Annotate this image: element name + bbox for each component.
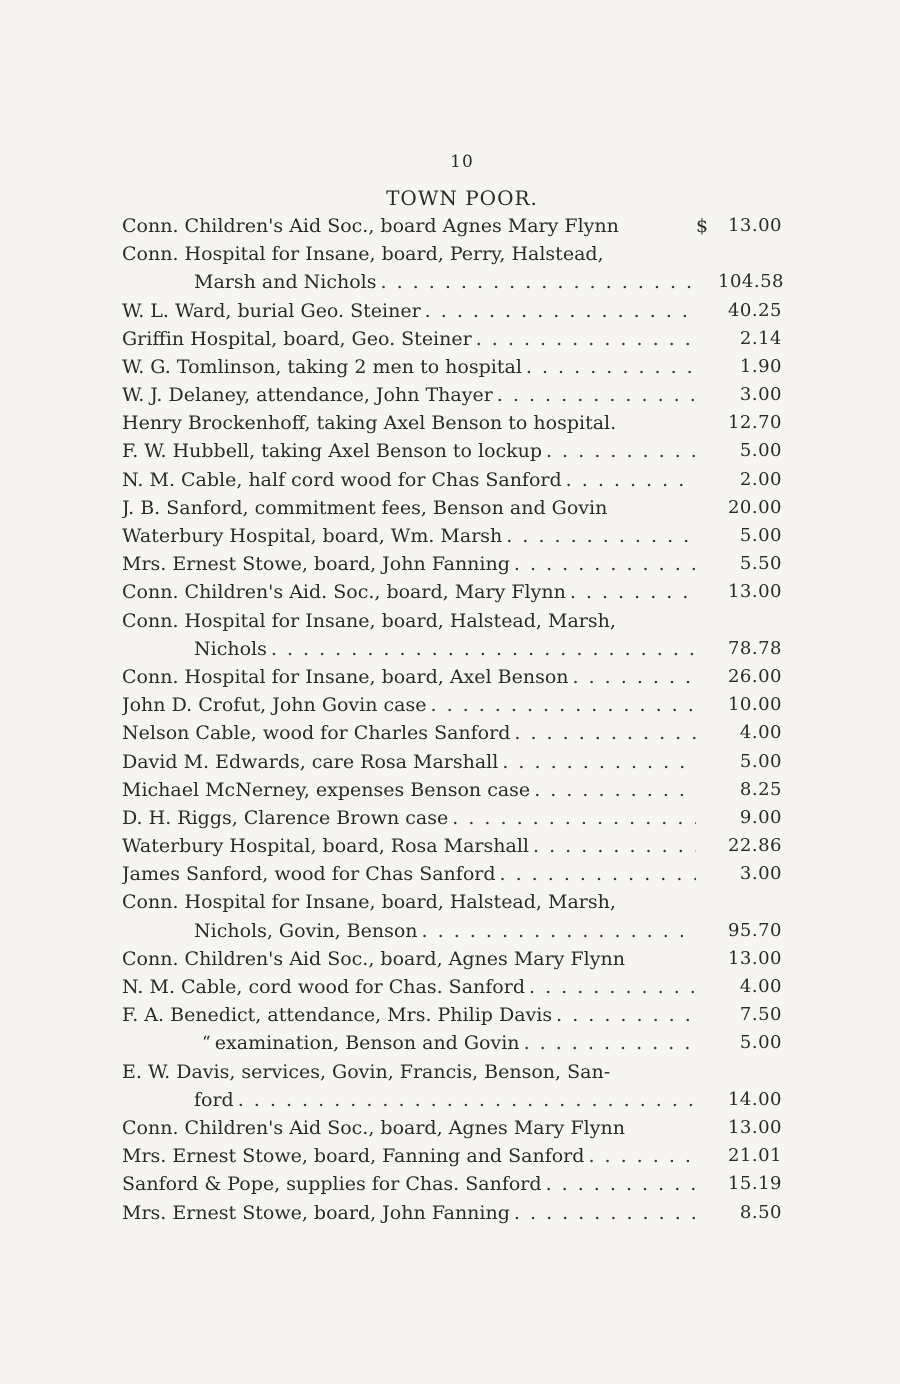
entry-text: N. M. Cable, half cord wood for Chas Sanford <box>122 468 562 491</box>
dot-leader <box>566 466 696 494</box>
ledger-row <box>122 409 806 437</box>
dot-leader <box>534 776 696 804</box>
entry-text: ford <box>194 1088 234 1111</box>
entry-amount: 7.50 <box>739 1004 782 1026</box>
ledger-row <box>122 1142 806 1170</box>
ledger-row <box>122 776 806 804</box>
ditto-mark: “ <box>202 1033 211 1054</box>
entry-text: Waterbury Hospital, board, Rosa Marshall <box>122 835 529 858</box>
entry-amount: 13.00 <box>727 1116 782 1138</box>
dot-leader <box>514 1199 696 1227</box>
dot-leader <box>526 353 696 381</box>
entry-description <box>122 1086 696 1114</box>
entry-amount: 5.00 <box>739 750 782 772</box>
ledger-row <box>122 212 806 240</box>
ledger-row <box>122 1199 806 1227</box>
ledger-row <box>122 353 806 381</box>
ledger-row <box>122 1029 806 1057</box>
dot-leader <box>546 437 696 465</box>
dot-leader <box>452 804 696 832</box>
entry-text: David M. Edwards, care Rosa Marshall <box>122 750 499 773</box>
entry-description <box>122 325 696 353</box>
entry-description <box>122 1029 696 1057</box>
entry-description <box>122 776 696 804</box>
entry-text: examination, Benson and Govin <box>214 1032 520 1055</box>
entry-text: Nichols, Govin, Benson <box>194 919 418 942</box>
dot-leader <box>500 860 697 888</box>
entry-amount: 40.25 <box>727 299 782 321</box>
dot-leader <box>476 325 696 353</box>
entry-text: James Sanford, wood for Chas Sanford <box>122 863 496 886</box>
entry-amount: 1.90 <box>739 355 782 377</box>
dot-leader <box>238 1086 696 1114</box>
ledger-row <box>122 381 806 409</box>
ledger-row <box>122 268 806 296</box>
dot-leader <box>430 691 696 719</box>
dot-leader <box>570 578 696 606</box>
entry-amount: 4.00 <box>739 976 782 998</box>
entry-text: F. A. Benedict, attendance, Mrs. Philip Davis <box>122 1004 553 1027</box>
entry-text: D. H. Riggs, Clarence Brown case <box>122 806 449 829</box>
entry-amount: 2.00 <box>739 468 782 490</box>
entry-text: Mrs. Ernest Stowe, board, John Fanning <box>122 1201 510 1224</box>
dot-leader <box>506 522 696 550</box>
entry-description <box>122 1058 696 1086</box>
entry-description <box>122 804 696 832</box>
entry-description <box>122 409 696 437</box>
dot-leader <box>529 973 696 1001</box>
entry-description <box>122 437 696 465</box>
ledger-row <box>122 691 806 719</box>
entry-text: Conn. Hospital for Insane, board, Perry, Halstead, <box>122 243 604 266</box>
entry-text: Mrs. Ernest Stowe, board, John Fanning <box>122 553 510 576</box>
ledger-row <box>122 240 806 268</box>
entry-description <box>122 607 696 635</box>
ledger-row <box>122 438 806 466</box>
dot-leader <box>502 748 696 776</box>
entry-amount: 3.00 <box>739 863 782 885</box>
entry-description <box>122 860 696 888</box>
entry-text: Conn. Children's Aid. Soc., board, Mary Flynn <box>122 581 566 604</box>
entry-description <box>122 240 696 268</box>
entry-amount: 22.86 <box>727 835 782 857</box>
entry-text: Griffin Hospital, board, Geo. Steiner <box>122 327 472 350</box>
entry-text: Conn. Children's Aid Soc., board, Agnes Mary Flynn <box>122 947 625 970</box>
ledger-row <box>122 832 806 860</box>
entry-amount: 10.00 <box>727 694 782 716</box>
dot-leader <box>573 663 697 691</box>
dot-leader <box>271 635 696 663</box>
entry-amount: 15.19 <box>727 1173 782 1195</box>
ledger-row <box>122 1058 806 1086</box>
entry-amount: 3.00 <box>739 384 782 406</box>
entry-description <box>122 381 696 409</box>
entry-description <box>122 578 696 606</box>
entry-description <box>122 212 696 240</box>
entry-description <box>122 635 696 663</box>
entry-amount: 8.25 <box>739 778 782 800</box>
dot-leader <box>533 832 696 860</box>
dot-leader <box>556 1001 696 1029</box>
ledger-row <box>122 973 806 1001</box>
entry-text: Conn. Hospital for Insane, board, Halstead, Marsh, <box>122 891 616 914</box>
ledger-row <box>122 945 806 973</box>
entry-text: W. L. Ward, burial Geo. Steiner <box>122 299 421 322</box>
ledger-row <box>122 635 806 663</box>
dot-leader <box>514 550 696 578</box>
entry-description <box>122 663 696 691</box>
page-number: 10 <box>450 152 474 172</box>
entry-description <box>122 691 696 719</box>
entry-amount: 13.00 <box>727 581 782 603</box>
dot-leader <box>497 381 696 409</box>
entry-text: Henry Brockenhoff, taking Axel Benson to hospital. <box>122 412 617 435</box>
entry-description <box>122 466 696 494</box>
entry-text: W. J. Delaney, attendance, John Thayer <box>122 384 493 407</box>
ledger-table <box>122 212 806 1227</box>
entry-amount: 8.50 <box>739 1201 782 1223</box>
entry-description <box>122 973 696 1001</box>
ledger-row <box>122 748 806 776</box>
entry-text: F. W. Hubbell, taking Axel Benson to lockup <box>122 440 543 463</box>
dot-leader <box>381 268 696 296</box>
entry-amount: 78.78 <box>727 637 782 659</box>
entry-text: Waterbury Hospital, board, Wm. Marsh <box>122 525 503 548</box>
ledger-row <box>122 663 806 691</box>
entry-text: J. B. Sanford, commitment fees, Benson and Govin <box>122 496 608 519</box>
ledger-row <box>122 494 806 522</box>
ledger-row <box>122 889 806 917</box>
entry-amount: 5.50 <box>739 553 782 575</box>
entry-description <box>122 1142 696 1170</box>
entry-amount: 95.70 <box>727 919 782 941</box>
entry-amount: 20.00 <box>727 496 782 518</box>
entry-description <box>122 494 696 522</box>
entry-description <box>122 1114 696 1142</box>
entry-description <box>122 832 696 860</box>
ledger-row <box>122 804 806 832</box>
dot-leader <box>425 297 696 325</box>
ledger-row <box>122 1001 806 1029</box>
entry-text: Conn. Children's Aid Soc., board, Agnes Mary Flynn <box>122 1116 625 1139</box>
ledger-row <box>122 550 806 578</box>
ledger-row <box>122 578 806 606</box>
entry-text: Sanford & Pope, supplies for Chas. Sanford <box>122 1173 542 1196</box>
entry-description <box>122 550 696 578</box>
entry-description <box>122 1199 696 1227</box>
ledger-row <box>122 325 806 353</box>
entry-text: Marsh and Nichols <box>194 271 377 294</box>
ledger-row <box>122 917 806 945</box>
entry-text: Mrs. Ernest Stowe, board, Fanning and Sanford <box>122 1145 585 1168</box>
entry-amount: 9.00 <box>739 806 782 828</box>
entry-description <box>122 268 696 296</box>
entry-text: Conn. Hospital for Insane, board, Halstead, Marsh, <box>122 609 616 632</box>
dot-leader <box>524 1029 696 1057</box>
entry-amount: 13.00 <box>727 214 782 236</box>
dot-leader <box>422 917 696 945</box>
entry-description <box>122 353 696 381</box>
entry-amount: 12.70 <box>727 412 782 434</box>
entry-amount: 4.00 <box>739 722 782 744</box>
dot-leader <box>514 719 696 747</box>
entry-amount: 5.00 <box>739 525 782 547</box>
entry-text: E. W. Davis, services, Govin, Francis, Benson, San- <box>122 1060 611 1083</box>
entry-description <box>122 719 696 747</box>
ledger-row <box>122 607 806 635</box>
entry-text: Michael McNerney, expenses Benson case <box>122 778 531 801</box>
entry-text: N. M. Cable, cord wood for Chas. Sanford <box>122 976 525 999</box>
entry-amount: 2.14 <box>739 327 782 349</box>
ledger-row <box>122 860 806 888</box>
entry-text: Conn. Hospital for Insane, board, Axel Benson <box>122 665 569 688</box>
ledger-row <box>122 1114 806 1142</box>
ledger-row <box>122 1086 806 1114</box>
entry-text: John D. Crofut, John Govin case <box>122 694 427 717</box>
currency-symbol: $ <box>696 214 709 237</box>
entry-description <box>122 1001 696 1029</box>
dot-leader <box>546 1170 696 1198</box>
entry-description <box>122 748 696 776</box>
entry-text: Conn. Children's Aid Soc., board Agnes Mary Flynn <box>122 214 619 237</box>
entry-text: Nelson Cable, wood for Charles Sanford <box>122 722 511 745</box>
entry-amount: 104.58 <box>718 271 784 293</box>
entry-description <box>122 297 696 325</box>
ledger-row <box>122 522 806 550</box>
entry-description <box>122 1170 696 1198</box>
entry-amount: 21.01 <box>727 1145 782 1167</box>
entry-amount: 5.00 <box>739 1032 782 1054</box>
entry-description <box>122 888 696 916</box>
ledger-row <box>122 1170 806 1198</box>
entry-amount: 5.00 <box>739 440 782 462</box>
ledger-row <box>122 466 806 494</box>
entry-text: W. G. Tomlinson, taking 2 men to hospital <box>122 355 522 378</box>
entry-amount: 14.00 <box>727 1088 782 1110</box>
entry-description <box>122 522 696 550</box>
ledger-row <box>122 297 806 325</box>
ledger-row <box>122 719 806 747</box>
dot-leader <box>588 1142 696 1170</box>
entry-amount: 13.00 <box>727 947 782 969</box>
entry-description <box>122 945 696 973</box>
page-title: TOWN POOR. <box>386 186 538 210</box>
entry-description <box>122 917 696 945</box>
entry-amount: 26.00 <box>727 665 782 687</box>
entry-text: Nichols <box>194 637 267 660</box>
